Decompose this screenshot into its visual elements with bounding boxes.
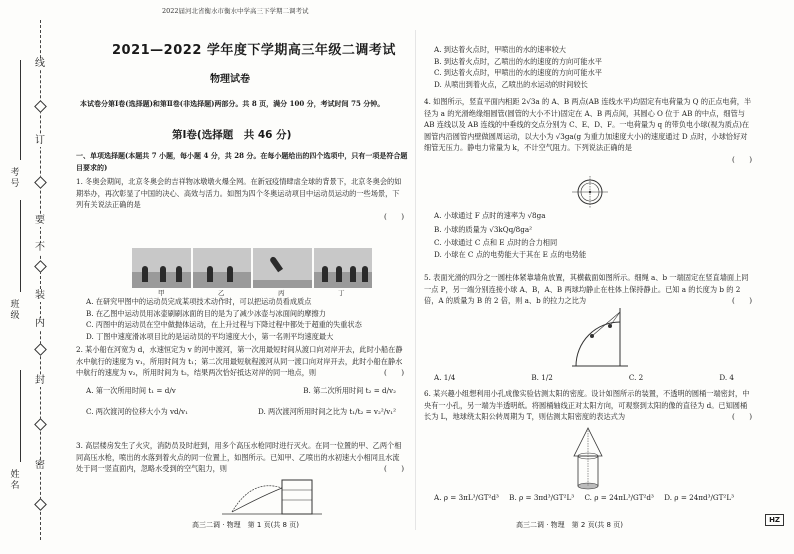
question-1-stem: 1. 冬奥会期间，北京冬奥会的吉祥物冰墩墩火爆全网。在新冠疫情肆虐全球的背景下，北京冬奥会的如期举办，再次彰显了中国的决心、高效与活力。如图为四个冬奥运动项目中运动员运动的一些场景，下列有关说法正确的是 bbox=[76, 177, 402, 209]
answer-paren: ( ) bbox=[732, 155, 752, 164]
question-2-stem: 2. 某小船在河宽为 d，水速恒定为 v 的河中渡河，第一次用最短时间从渡口向对岸开去，此时小船在静水中航行的速度为 v₁，所用时间为 t₁；第二次用最短航程渡河从同一渡口向对岸开去，此时小船在静水中航行的速度为 v₂，所用时间为 t₂，结果两次恰好抵达对岸的同一地点，则 bbox=[76, 345, 403, 377]
question-5 bbox=[424, 272, 754, 307]
option-a[interactable]: A. ρ = 3πL³/GT²d³ bbox=[434, 493, 499, 502]
quarter-cylinder-diagram bbox=[570, 306, 630, 370]
binding-strip bbox=[0, 0, 68, 554]
option-a[interactable]: A. 小球通过 F 点时的速率为 √8ga bbox=[434, 211, 546, 220]
option-d[interactable]: D. 小球在 C 点的电势能大于其在 E 点的电势能 bbox=[434, 249, 587, 259]
caption-bing: 丙 bbox=[278, 289, 285, 297]
exam-notice: 本试卷分第Ⅰ卷(选择题)和第Ⅱ卷(非选择题)两部分。共 8 页，满分 100 分，考试时间 75 分钟。 bbox=[80, 99, 385, 108]
binding-word-yao: 要 bbox=[35, 215, 45, 226]
photo-jia bbox=[132, 248, 191, 288]
question-6-stem: 6. 某兴趣小组想利用小孔成像实验估测太阳的密度。设计如图所示的装置，不透明的圆桶一端密封，中央有一小孔，另一端为半透明纸。将圆桶轴线正对太阳方向，可观察到太阳的像的直径为 d。已知圆桶长为 L，地球绕太阳公转周期为 T，则估测太阳密度的表达式为 bbox=[424, 389, 750, 421]
photo-yi bbox=[193, 248, 252, 288]
question-3-stem: 3. 高层楼房发生了火灾，消防员及时赶到，用多个高压水枪同时进行灭火。在同一位置的甲、乙两个相同高压水枪，喷出的水落到着火点的同一位置上，如图所示。已知甲、乙喷出的水初速大小相同且水流处于同一竖直面内，忽略水受到的空气阻力，则 bbox=[76, 441, 402, 473]
binding-word-ding: 订 bbox=[35, 135, 45, 146]
answer-paren: ( ) bbox=[384, 212, 404, 221]
photo-ding bbox=[314, 248, 373, 288]
option-a[interactable]: A. 第一次所用时间 t₁ = d/v bbox=[86, 385, 176, 395]
question-3 bbox=[76, 440, 406, 475]
option-a[interactable]: A. 到达着火点时，甲喷出的水的速率较大 bbox=[434, 45, 566, 54]
question-1 bbox=[76, 176, 406, 221]
option-d[interactable]: D. 从喷出到着火点，乙喷出的水运动的时间较长 bbox=[434, 79, 588, 89]
binding-diamond bbox=[34, 498, 47, 511]
option-c[interactable]: C. 2 bbox=[628, 373, 644, 382]
id-underline bbox=[20, 60, 21, 160]
question-4-options bbox=[424, 210, 754, 260]
option-b[interactable]: B. 小球的质量为 √3kQq/8ga² bbox=[434, 224, 533, 234]
question-4 bbox=[424, 96, 754, 164]
question-2 bbox=[76, 344, 406, 418]
binding-diamond bbox=[34, 418, 47, 431]
option-b[interactable]: B. 1/2 bbox=[531, 373, 553, 382]
option-b[interactable]: B. 第二次所用时间 t₂ = d/v₂ bbox=[303, 385, 396, 395]
binding-diamond bbox=[34, 100, 47, 113]
photo-bing bbox=[253, 248, 312, 288]
left-column bbox=[72, 0, 412, 554]
exam-title: 2021—2022 学年度下学期高三年级二调考试 bbox=[112, 43, 396, 58]
fire-building-diagram bbox=[222, 476, 332, 516]
exam-subtitle: 物理试卷 bbox=[210, 74, 250, 85]
option-d[interactable]: D. 两次渡河所用时间之比为 t₁/t₂ = v₂²/v₁² bbox=[257, 407, 396, 416]
answer-paren: ( ) bbox=[732, 412, 752, 421]
option-c[interactable]: C. 小球通过 C 点和 E 点时的合力相同 bbox=[434, 238, 558, 247]
option-a[interactable]: A. 在研究甲图中的运动员完成某项技术动作时，可以把运动员看成质点 bbox=[86, 297, 312, 306]
answer-paren: ( ) bbox=[384, 464, 404, 473]
pinhole-camera-diagram bbox=[568, 426, 608, 492]
binding-word-line: 线 bbox=[35, 58, 45, 69]
class-label: 班级 bbox=[10, 300, 20, 321]
option-c[interactable]: C. ρ = 24πL³/GT²d³ bbox=[584, 493, 654, 502]
binding-diamond bbox=[34, 176, 47, 189]
binding-diamond bbox=[34, 343, 47, 356]
option-c[interactable]: C. 到达着火点时，甲喷出的水的速度的方向可能水平 bbox=[434, 68, 602, 77]
binding-word-feng: 封 bbox=[35, 375, 45, 386]
option-d[interactable]: D. ρ = 24πd³/GT²L³ bbox=[664, 493, 734, 502]
question-4-stem: 4. 如图所示，竖直平面内相距 2√3a 的 A、B 两点(AB 连线水平)均固定有电荷量为 Q 的正点电荷，半径为 a 的光滑绝缘细圆管(圆管的大小不计)固定在 A、B 两点间，其圆心 O 位于 AB 的中点，细管与 AB 连线以及 AB 连线的中垂线的交点分别为 C、E、D、F。一电荷量为 q 的带负电小球(视为质点)在圆管内沿圆管内壁做圆周运动，以大小为 √3ga(g 为重力加速度大小)的速度通过 D 点时，小球恰好对细管无压力。静电力常量为 k，不计空气阻力。下列说法正确的是 bbox=[424, 97, 752, 152]
option-d[interactable]: D. 丁图中速度滑冰项目比的是运动员的平均速度大小，第一名则平均速度最大 bbox=[86, 331, 334, 341]
option-d[interactable]: D. 4 bbox=[719, 373, 734, 382]
part-title: 第Ⅰ卷(选择题 共 46 分) bbox=[172, 129, 292, 141]
question-5-stem: 5. 表面光滑的四分之一圆柱体紧靠墙角放置，其横截面如图所示。细绳 a、b 一端固定在竖直墙面上同一点 P，另一端分别连接小球 A、B，A、B 两球均静止在柱体上保持静止。已知 a 的长度为 b 的 2 倍，A 的质量为 B 的 2 倍，则 a、b 的拉力之比为 bbox=[424, 273, 749, 305]
question-6 bbox=[424, 388, 754, 423]
binding-word-mi: 密 bbox=[35, 460, 45, 471]
page-footer-2: 高三二调 · 物理 第 2 页(共 8 页) bbox=[516, 521, 623, 529]
question-1-photos bbox=[132, 248, 372, 296]
binding-word-nei: 内 bbox=[35, 318, 45, 329]
question-1-options bbox=[76, 296, 406, 342]
caption-ding: 丁 bbox=[338, 289, 345, 297]
right-column bbox=[420, 0, 750, 554]
binding-word-zhuang: 装 bbox=[35, 290, 45, 301]
column-divider bbox=[415, 30, 416, 530]
binding-word-bu: 不 bbox=[35, 242, 45, 253]
caption-yi: 乙 bbox=[218, 289, 225, 297]
question-3-options bbox=[424, 44, 754, 90]
option-b[interactable]: B. ρ = 3πd³/GT²L³ bbox=[509, 493, 575, 502]
binding-diamond bbox=[34, 260, 47, 273]
exam-header: 2022届河北省衡水市衡水中学高三下学期二调考试 bbox=[162, 7, 309, 15]
section-instructions: 一、单项选择题(本题共 7 小题，每小题 4 分，共 28 分。在每小题给出的四个选项中，只有一项是符合题目要求的) bbox=[76, 151, 408, 172]
caption-jia: 甲 bbox=[158, 289, 165, 297]
option-a[interactable]: A. 1/4 bbox=[434, 373, 456, 382]
question-6-options bbox=[424, 492, 744, 504]
option-c[interactable]: C. 两次渡河的位移大小为 vd/v₁ bbox=[86, 407, 188, 416]
option-b[interactable]: B. 到达着火点时，乙喷出的水的速度的方向可能水平 bbox=[434, 56, 602, 66]
ring-charges-diagram bbox=[570, 172, 610, 212]
corner-mark: HZ bbox=[765, 514, 784, 526]
id-label: 考号 bbox=[10, 168, 20, 189]
question-5-options bbox=[424, 372, 744, 384]
answer-paren: ( ) bbox=[732, 296, 752, 305]
page-footer-1: 高三二调 · 物理 第 1 页(共 8 页) bbox=[192, 521, 299, 529]
option-b[interactable]: B. 在乙图中运动员用冰壶刷刷冰面的目的是为了减少冰壶与冰面间的摩擦力 bbox=[86, 308, 326, 318]
class-underline bbox=[20, 200, 21, 292]
name-underline bbox=[20, 370, 21, 462]
answer-paren: ( ) bbox=[384, 368, 404, 377]
name-label: 姓名 bbox=[10, 470, 20, 491]
option-c[interactable]: C. 丙图中的运动员在空中做抛体运动，在上升过程与下降过程中都处于超重的失重状态 bbox=[86, 320, 362, 329]
